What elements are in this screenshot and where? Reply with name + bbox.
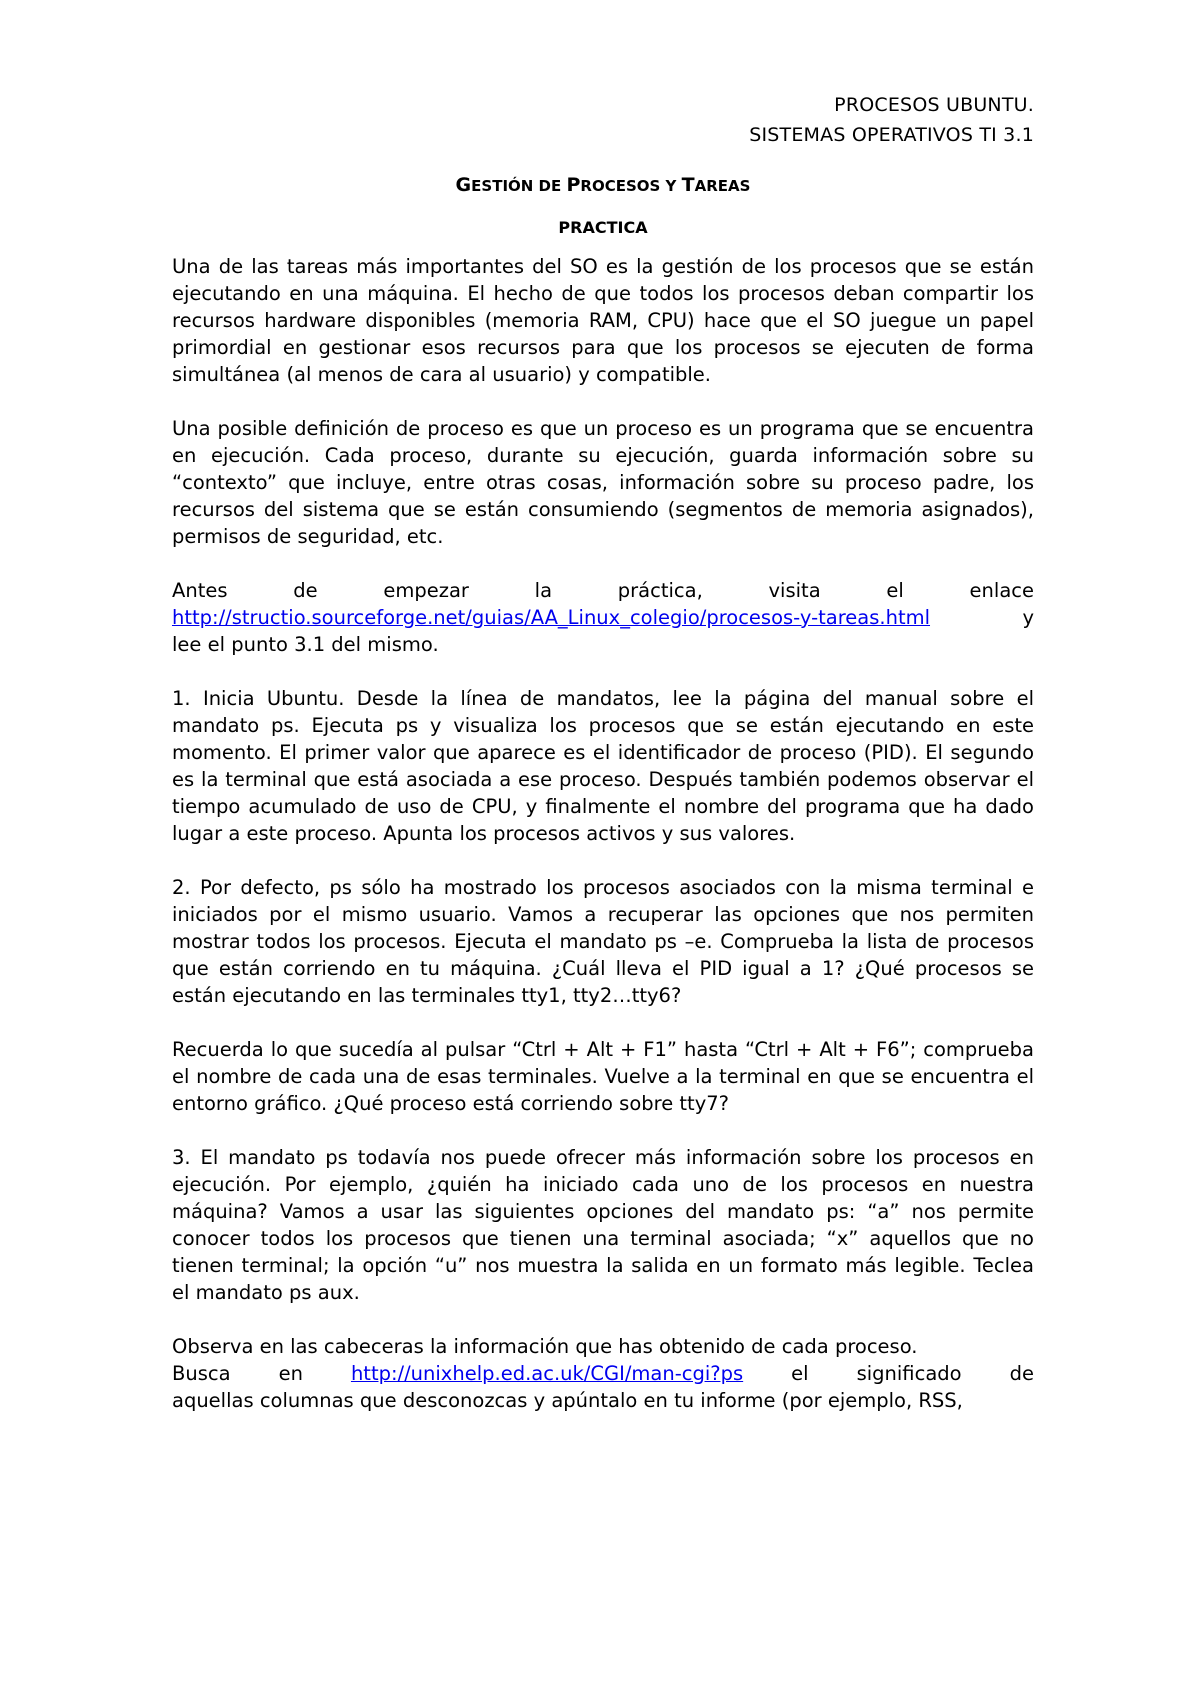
paragraph-step-1: 1. Inicia Ubuntu. Desde la línea de mandatos, lee la página del manual sobre el mandato ps. Ejecuta ps y visualiza los procesos que se están ejecutando en este momento. El primer valor que aparece es el identificador de proceso (PID). El segundo es la terminal que está asociada a ese proceso. Después también podemos observar el tiempo acumulado de uso de CPU, y finalmente el nombre del programa que ha dado lugar a este proceso. Apunta los procesos activos y sus valores. xyxy=(172,687,1034,845)
word-busca: Busca xyxy=(172,1362,231,1385)
title-cap-1: G xyxy=(455,174,472,196)
word-3: empezar xyxy=(383,579,469,602)
document-title xyxy=(172,174,1034,197)
word-4: la xyxy=(534,579,553,602)
document-subtitle: PRACTICA xyxy=(558,218,648,237)
word-y: y xyxy=(1022,606,1034,629)
paragraph-definition: Una posible definición de proceso es que un proceso es un programa que se encuentra en ejecución. Cada proceso, durante su ejecución, guarda información sobre su “contexto” que incluye, entre otras cosas, información sobre su proceso padre, los recursos del sistema que se están consumiendo (segmentos de memoria asignados), permisos de seguridad, etc. xyxy=(172,417,1034,548)
document-header xyxy=(172,90,1034,150)
before-start-line-3: lee el punto 3.1 del mismo. xyxy=(172,633,439,656)
word-1: Antes xyxy=(172,579,228,602)
header-line-1: PROCESOS UBUNTU. xyxy=(834,94,1034,116)
word-significado: significado xyxy=(856,1362,962,1385)
paragraph-step-3: 3. El mandato ps todavía nos puede ofrecer más información sobre los procesos en ejecución. Por ejemplo, ¿quién ha iniciado cada uno de los procesos en nuestra máquina? Vamos a usar las siguientes opciones del mandato ps: “a” nos permite conocer todos los procesos que tienen una terminal asociada; “x” aquellos que no tienen terminal; la opción “u” nos muestra la salida en un formato más legible. Teclea el mandato ps aux. xyxy=(172,1146,1034,1304)
before-start-line-1 xyxy=(172,577,1034,604)
paragraph-headers xyxy=(172,1333,1034,1414)
structio-guide-link[interactable]: http://structio.sourceforge.net/guias/AA_Linux_colegio/procesos-y-tareas.html xyxy=(172,606,931,629)
word-6: visita xyxy=(768,579,821,602)
title-rest-3: AREAS xyxy=(694,177,751,195)
before-start-line-2 xyxy=(172,604,1034,631)
title-rest-1: ESTIÓN DE xyxy=(471,177,567,195)
document-page xyxy=(172,90,1034,1414)
word-5: práctica, xyxy=(617,579,703,602)
headers-line-3: aquellas columnas que desconozcas y apúntalo en tu informe (por ejemplo, RSS, xyxy=(172,1389,963,1412)
word-el: el xyxy=(791,1362,809,1385)
headers-line-1: Observa en las cabeceras la información que has obtenido de cada proceso. xyxy=(172,1335,918,1358)
paragraph-step-2: 2. Por defecto, ps sólo ha mostrado los procesos asociados con la misma terminal e iniciados por el mismo usuario. Vamos a recuperar las opciones que nos permiten mostrar todos los procesos. Ejecuta el mandato ps –e. Comprueba la lista de procesos que están corriendo en tu máquina. ¿Cuál lleva el PID igual a 1? ¿Qué procesos se están ejecutando en las terminales tty1, tty2…tty6? xyxy=(172,876,1034,1007)
title-cap-2: P xyxy=(566,174,581,196)
paragraph-intro: Una de las tareas más importantes del SO es la gestión de los procesos que se están ejecutando en una máquina. El hecho de que todos los procesos deban compartir los recursos hardware disponibles (memoria RAM, CPU) hace que el SO juegue un papel primordial en gestionar esos recursos para que los procesos se ejecuten de forma simultánea (al menos de cara al usuario) y compatible. xyxy=(172,255,1034,386)
header-line-2: SISTEMAS OPERATIVOS TI 3.1 xyxy=(749,124,1034,146)
word-de: de xyxy=(1009,1362,1034,1385)
title-cap-3: T xyxy=(681,174,695,196)
word-7: el xyxy=(886,579,904,602)
word-2: de xyxy=(293,579,318,602)
unixhelp-ps-link[interactable]: http://unixhelp.ed.ac.uk/CGI/man-cgi?ps xyxy=(350,1362,744,1385)
word-8: enlace xyxy=(969,579,1034,602)
title-rest-2: ROCESOS Y xyxy=(580,177,682,195)
paragraph-terminals: Recuerda lo que sucedía al pulsar “Ctrl + Alt + F1” hasta “Ctrl + Alt + F6”; comprueba el nombre de cada una de esas terminales. Vuelve a la terminal en que se encuentra el entorno gráfico. ¿Qué proceso está corriendo sobre tty7? xyxy=(172,1038,1034,1115)
paragraph-before-start xyxy=(172,577,1034,658)
word-en: en xyxy=(278,1362,303,1385)
headers-line-2 xyxy=(172,1360,1034,1387)
